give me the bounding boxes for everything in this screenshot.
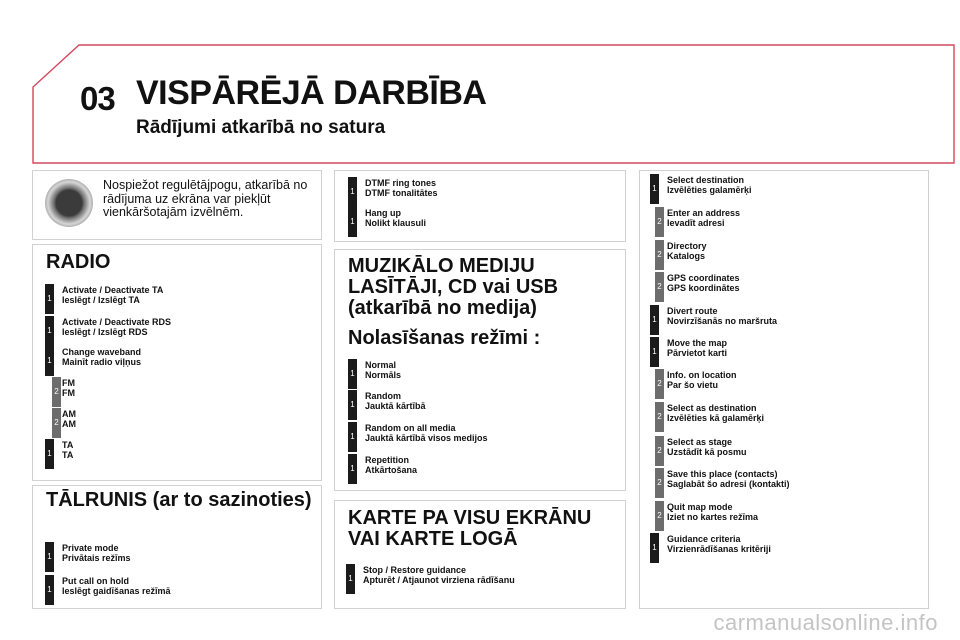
item-label-lv: DTMF tonalitātes — [365, 188, 438, 198]
item-label-lv: Normāls — [365, 370, 402, 380]
item-label-lv: GPS koordinātes — [667, 283, 740, 293]
level-badge: 1 — [650, 174, 659, 204]
item-label-en: GPS coordinates — [667, 273, 740, 283]
item-label-en: Directory — [667, 241, 707, 251]
item-label-en: Select as destination — [667, 403, 757, 413]
chapter-number: 03 — [80, 80, 115, 117]
item-label-lv: Izvēlēties kā galamērķi — [667, 413, 765, 423]
level-badge: 1 — [45, 575, 54, 605]
level-badge: 2 — [655, 240, 664, 270]
map-title-line: KARTE PA VISU EKRĀNU — [348, 507, 592, 529]
level-badge: 2 — [655, 436, 664, 466]
item-label-lv: TA — [62, 450, 74, 460]
level-badge: 1 — [348, 207, 357, 237]
item-label-lv: Virzienrādīšanas kritēriji — [667, 544, 771, 554]
item-label-en: Activate / Deactivate TA — [62, 285, 164, 295]
item-label-en: TA — [62, 440, 74, 450]
level-badge: 1 — [348, 390, 357, 420]
level-badge: 1 — [348, 422, 357, 452]
item-label-en: Put call on hold — [62, 576, 129, 586]
level-badge: 2 — [655, 207, 664, 237]
item-label-lv: Nolikt klausuli — [365, 218, 427, 228]
item-label-lv: Jauktā kārtībā visos medijos — [365, 433, 488, 443]
item-label-en: Select destination — [667, 175, 745, 185]
level-badge: 1 — [45, 439, 54, 469]
level-badge: 1 — [348, 177, 357, 207]
map-title — [348, 508, 591, 550]
item-label-lv: Novirzīšanās no maršruta — [667, 316, 778, 326]
item-label-en: Guidance criteria — [667, 534, 741, 544]
phone-title: TĀLRUNIS (ar to sazinoties) — [46, 489, 312, 511]
level-badge: 1 — [650, 533, 659, 563]
item-label-lv: Jauktā kārtībā — [365, 401, 426, 411]
item-label-lv: Par šo vietu — [667, 380, 719, 390]
page-subtitle: Rādījumi atkarībā no satura — [136, 117, 386, 138]
item-label-en: FM — [62, 378, 75, 388]
item-label-en: Activate / Deactivate RDS — [62, 317, 172, 327]
media-title-line: (atkarībā no medija) — [348, 297, 537, 319]
level-badge: 2 — [655, 402, 664, 432]
map-title-line: VAI KARTE LOGĀ — [348, 528, 518, 550]
item-label-lv: AM — [62, 419, 76, 429]
item-label-en: Enter an address — [667, 208, 741, 218]
watermark: carmanualsonline.info — [713, 610, 938, 635]
level-badge: 1 — [348, 359, 357, 389]
item-label-en: Select as stage — [667, 437, 733, 447]
item-label-en: DTMF ring tones — [365, 178, 436, 188]
item-label-en: Hang up — [365, 208, 401, 218]
item-label-lv: FM — [62, 388, 75, 398]
item-label-en: Random — [365, 391, 401, 401]
radio-title: RADIO — [46, 251, 111, 273]
media-title — [348, 256, 558, 319]
level-badge: 1 — [45, 316, 54, 346]
item-label-lv: Pārvietot karti — [667, 348, 728, 358]
media-title-line: MUZIKĀLO MEDIJU — [348, 255, 535, 277]
level-badge: 2 — [655, 272, 664, 302]
item-label-en: Save this place (contacts) — [667, 469, 778, 479]
item-label-en: Private mode — [62, 543, 119, 553]
level-badge: 2 — [655, 468, 664, 498]
level-badge: 1 — [45, 284, 54, 314]
item-label-en: Change waveband — [62, 347, 142, 357]
level-badge: 2 — [655, 369, 664, 399]
item-label-lv: Ieslēgt / Izslēgt RDS — [62, 327, 148, 337]
item-label-en: Repetition — [365, 455, 409, 465]
level-badge: 1 — [45, 346, 54, 376]
page-title: VISPĀRĒJĀ DARBĪBA — [136, 74, 487, 112]
intro-text: Nospiežot regulētājpogu, atkarībā no rādījuma uz ekrāna var piekļūt vienkāršotajām izvēlnēm. — [103, 178, 308, 219]
level-badge: 2 — [52, 377, 61, 407]
item-label-en: Info. on location — [667, 370, 737, 380]
item-label-en: Quit map mode — [667, 502, 733, 512]
item-label-lv: Ieslēgt / Izslēgt TA — [62, 295, 140, 305]
item-label-lv: Ievadīt adresi — [667, 218, 725, 228]
level-badge: 1 — [346, 564, 355, 594]
item-label-lv: Ieslēgt gaidīšanas režīmā — [62, 586, 171, 596]
level-badge: 2 — [52, 408, 61, 438]
item-label-lv: Izvēlēties galamērķi — [667, 185, 752, 195]
item-label-lv: Saglabāt šo adresi (kontakti) — [667, 479, 790, 489]
level-badge: 1 — [650, 305, 659, 335]
item-label-lv: Privātais režīms — [62, 553, 131, 563]
media-title-line: LASĪTĀJI, CD vai USB — [348, 276, 559, 298]
control-knob-icon — [45, 179, 93, 227]
item-label-lv: Apturēt / Atjaunot virziena rādīšanu — [363, 575, 515, 585]
item-label-lv: Atkārtošana — [365, 465, 418, 475]
level-badge: 1 — [348, 454, 357, 484]
level-badge: 1 — [650, 337, 659, 367]
item-label-lv: Mainīt radio viļņus — [62, 357, 142, 367]
item-label-en: Move the map — [667, 338, 728, 348]
item-label-en: AM — [62, 409, 76, 419]
item-label-en: Divert route — [667, 306, 718, 316]
item-label-lv: Katalogs — [667, 251, 706, 261]
item-label-en: Random on all media — [365, 423, 456, 433]
level-badge: 2 — [655, 501, 664, 531]
level-badge: 1 — [45, 542, 54, 572]
item-label-lv: Iziet no kartes režīma — [667, 512, 759, 522]
media-subtitle: Nolasīšanas režīmi : — [348, 327, 541, 349]
item-label-lv: Uzstādīt kā posmu — [667, 447, 747, 457]
item-label-en: Stop / Restore guidance — [363, 565, 467, 575]
item-label-en: Normal — [365, 360, 397, 370]
